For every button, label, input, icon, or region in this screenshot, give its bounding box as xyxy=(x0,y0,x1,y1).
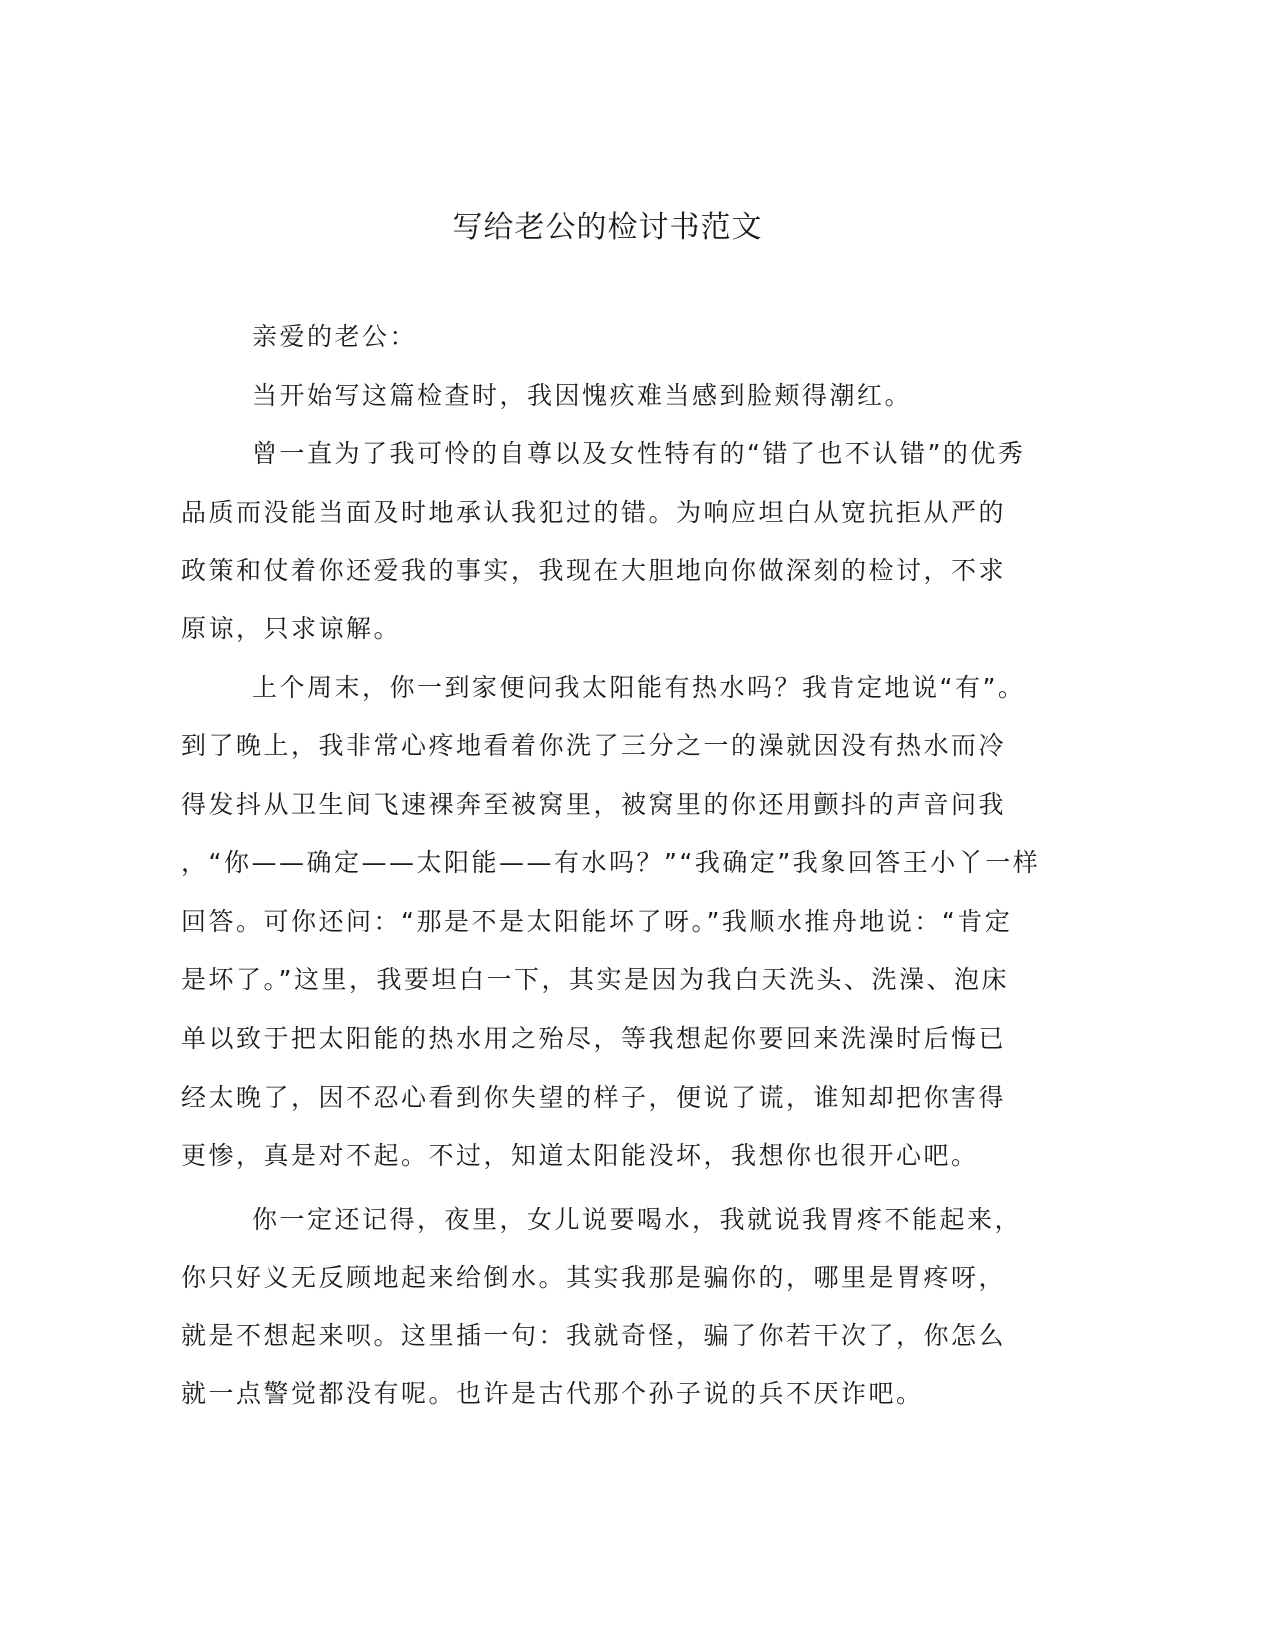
body-text-line: 当开始写这篇检查时，我因愧疚难当感到脸颊得潮红。 xyxy=(252,381,913,410)
body-text-line: 经太晚了，因不忍心看到你失望的样子，便说了谎，谁知却把你害得 xyxy=(181,1083,1007,1112)
body-text-line: 得发抖从卫生间飞速裸奔至被窝里，被窝里的你还用颤抖的声音问我 xyxy=(181,790,1007,819)
body-text-line: 更惨，真是对不起。不过，知道太阳能没坏，我想你也很开心吧。 xyxy=(181,1141,979,1170)
body-text-line: 单以致于把太阳能的热水用之殆尽，等我想起你要回来洗澡时后悔已 xyxy=(181,1024,1007,1053)
body-text-line: 品质而没能当面及时地承认我犯过的错。为响应坦白从宽抗拒从严的 xyxy=(181,498,1007,527)
body-text-line: 就是不想起来呗。这里插一句：我就奇怪，骗了你若干次了，你怎么 xyxy=(181,1321,1007,1350)
body-text-line: 曾一直为了我可怜的自尊以及女性特有的“错了也不认错”的优秀 xyxy=(252,439,1026,468)
body-text-line: 你一定还记得，夜里，女儿说要喝水，我就说我胃疼不能起来， xyxy=(252,1205,1023,1234)
document-title: 写给老公的检讨书范文 xyxy=(452,210,763,245)
body-text-line: 你只好义无反顾地起来给倒水。其实我那是骗你的，哪里是胃疼呀， xyxy=(181,1263,1007,1292)
body-text-line: 亲爱的老公： xyxy=(252,322,418,351)
body-text-line: 回答。可你还问：“那是不是太阳能坏了呀。”我顺水推舟地说：“肯定 xyxy=(181,907,1013,936)
body-text-line: 是坏了。”这里，我要坦白一下，其实是因为我白天洗头、洗澡、泡床 xyxy=(181,965,1009,994)
body-text-line: 原谅，只求谅解。 xyxy=(181,614,402,643)
body-text-line: 就一点警觉都没有呢。也许是古代那个孙子说的兵不厌诈吧。 xyxy=(181,1379,924,1408)
body-text-line: 上个周末，你一到家便问我太阳能有热水吗？我肯定地说“有”。 xyxy=(252,673,1026,702)
body-text-line: 政策和仗着你还爱我的事实，我现在大胆地向你做深刻的检讨，不求 xyxy=(181,556,1007,585)
body-text-line: 到了晚上，我非常心疼地看着你洗了三分之一的澡就因没有热水而冷 xyxy=(181,731,1007,760)
body-text-line: ，“你——确定——太阳能——有水吗？”“我确定”我象回答王小丫一样 xyxy=(181,848,1041,877)
